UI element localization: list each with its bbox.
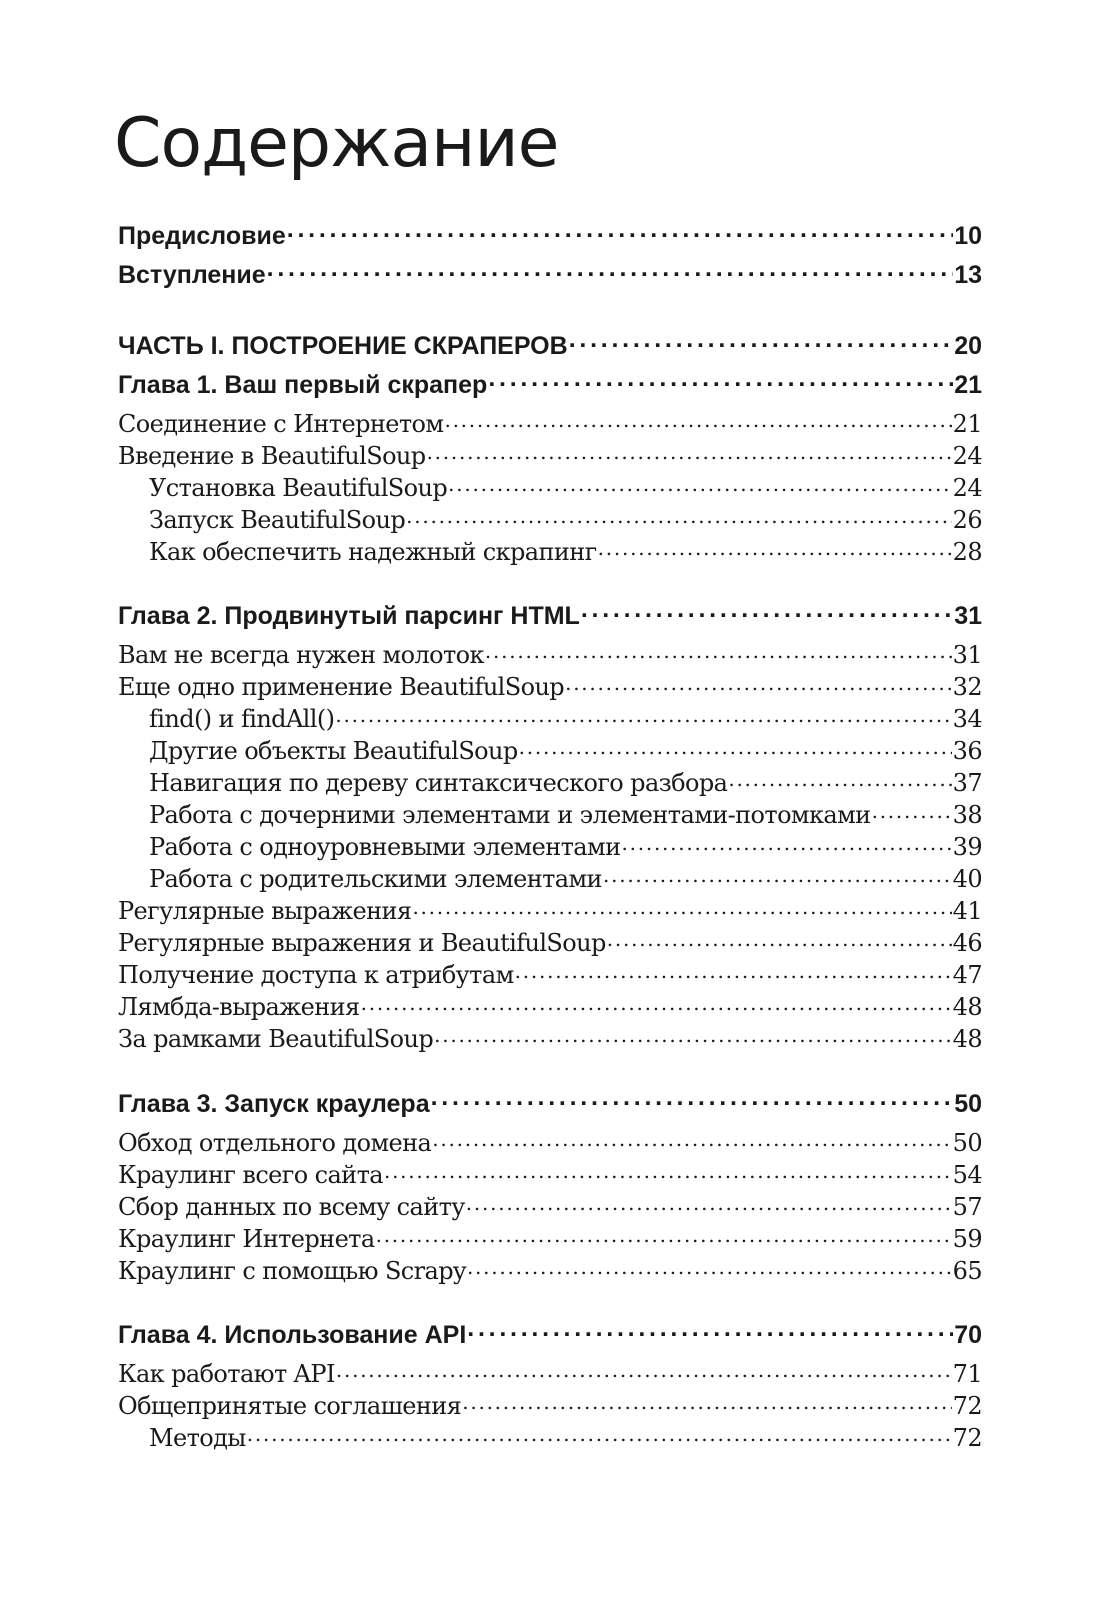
dot-leader xyxy=(515,959,952,983)
dot-leader xyxy=(488,368,953,393)
dot-leader xyxy=(565,671,952,695)
toc-entry-page: 24 xyxy=(952,474,982,502)
toc-entry-label: Краулинг Интернета xyxy=(118,1225,375,1253)
page-title: Содержание xyxy=(114,104,559,183)
dot-leader xyxy=(247,1422,952,1446)
toc-entry-label: Краулинг всего сайта xyxy=(118,1161,383,1189)
toc-entry-page: 50 xyxy=(952,1129,982,1157)
toc-entry-label: Обход отдельного домена xyxy=(118,1129,432,1157)
toc-entry-label: Работа с родительскими элементами xyxy=(149,865,602,893)
toc-entry-subsection xyxy=(118,831,982,861)
toc-entry-page: 65 xyxy=(952,1257,982,1285)
toc-entry-subsection xyxy=(118,799,982,829)
toc-entry-section xyxy=(118,671,982,701)
toc-entry-label: Получение доступа к атрибутам xyxy=(118,961,514,989)
toc-entry-label: Еще одно применение BeautifulSoup xyxy=(118,673,565,701)
toc-entry-label: Как обеспечить надежный скрапинг xyxy=(149,538,597,566)
toc-entry-subsection xyxy=(118,472,982,502)
toc-entry-page: 57 xyxy=(952,1193,982,1221)
toc-entry-page: 54 xyxy=(952,1161,982,1189)
dot-leader xyxy=(485,639,952,663)
dot-leader xyxy=(444,408,951,432)
toc-entry-page: 32 xyxy=(952,673,982,701)
toc-entry-section xyxy=(118,895,982,925)
toc-entry-page: 26 xyxy=(952,506,982,534)
toc-entry-section xyxy=(118,1255,982,1285)
toc-entry-page: 31 xyxy=(954,602,982,630)
dot-leader xyxy=(581,599,953,624)
toc-entry-section xyxy=(118,991,982,1021)
toc-entry-label: Общепринятые соглашения xyxy=(118,1392,462,1420)
dot-leader xyxy=(432,1127,951,1151)
toc-entry-label: Работа с дочерними элементами и элементами-потомками xyxy=(149,801,871,829)
toc-entry-section xyxy=(118,1390,982,1420)
toc-entry-section xyxy=(118,1358,982,1388)
dot-leader xyxy=(872,799,952,823)
dot-leader xyxy=(603,863,952,887)
toc-entry-section xyxy=(118,440,982,470)
toc-entry-subsection xyxy=(118,703,982,733)
toc-entry-label: Запуск BeautifulSoup xyxy=(149,506,406,534)
toc-entry-chapter-2 xyxy=(118,599,982,631)
toc-entry-label: Вступление xyxy=(118,261,266,289)
toc-entry-page: 59 xyxy=(952,1225,982,1253)
toc-entry-preface xyxy=(118,219,982,251)
toc-entry-page: 28 xyxy=(952,538,982,566)
toc-entry-section xyxy=(118,1159,982,1189)
dot-leader xyxy=(434,1023,952,1047)
toc-entry-page: 48 xyxy=(952,1025,982,1053)
toc-entry-chapter-4 xyxy=(118,1318,982,1350)
toc-entry-subsection xyxy=(118,767,982,797)
dot-leader xyxy=(728,767,951,791)
toc-entry-label: find() и findAll() xyxy=(149,705,335,733)
toc-entry-page: 70 xyxy=(954,1321,982,1349)
dot-leader xyxy=(384,1159,952,1183)
toc-entry-label: Глава 3. Запуск краулера xyxy=(118,1090,430,1118)
toc-entry-section xyxy=(118,1023,982,1053)
toc-entry-section xyxy=(118,408,982,438)
toc-entry-label: Вам не всегда нужен молоток xyxy=(118,641,484,669)
dot-leader xyxy=(431,1087,954,1112)
toc-entry-section xyxy=(118,1223,982,1253)
dot-leader xyxy=(267,258,954,283)
toc-entry-introduction xyxy=(118,258,982,290)
toc-entry-subsection xyxy=(118,504,982,534)
toc-entry-subsection xyxy=(118,735,982,765)
toc-entry-section xyxy=(118,959,982,989)
toc-entry-page: 13 xyxy=(954,261,982,289)
toc-entry-page: 21 xyxy=(954,371,982,399)
toc-entry-label: Глава 4. Использование API xyxy=(118,1321,467,1349)
toc-entry-section xyxy=(118,639,982,669)
toc-entry-section xyxy=(118,1191,982,1221)
toc-entry-part-1 xyxy=(118,329,982,361)
toc-entry-label: Методы xyxy=(149,1424,246,1452)
toc-entry-page: 24 xyxy=(952,442,982,470)
dot-leader xyxy=(287,219,953,244)
dot-leader xyxy=(607,927,952,951)
toc-entry-label: Лямбда-выражения xyxy=(118,993,360,1021)
dot-leader xyxy=(427,440,952,464)
toc-entry-label: Сбор данных по всему сайту xyxy=(118,1193,465,1221)
toc-entry-page: 48 xyxy=(952,993,982,1021)
toc-entry-label: Как работают API xyxy=(118,1360,335,1388)
toc-entry-subsection xyxy=(118,1422,982,1452)
toc-entry-label: Глава 1. Ваш первый скрапер xyxy=(118,371,488,399)
toc-entry-label: Введение в BeautifulSoup xyxy=(118,442,426,470)
toc-entry-page: 36 xyxy=(952,737,982,765)
dot-leader xyxy=(467,1318,953,1343)
toc-entry-label: Регулярные выражения и BeautifulSoup xyxy=(118,929,606,957)
toc-entry-page: 39 xyxy=(952,833,982,861)
toc-entry-label: Глава 2. Продвинутый парсинг HTML xyxy=(118,602,580,630)
toc-entry-page: 72 xyxy=(952,1392,982,1420)
toc-entry-page: 21 xyxy=(952,410,982,438)
toc-entry-label: Краулинг с помощью Scrapy xyxy=(118,1257,466,1285)
toc-entry-label: За рамками BeautifulSoup xyxy=(118,1025,434,1053)
dot-leader xyxy=(467,1255,952,1279)
dot-leader xyxy=(406,504,952,528)
dot-leader xyxy=(361,991,952,1015)
toc-entry-page: 34 xyxy=(952,705,982,733)
toc-entry-page: 31 xyxy=(952,641,982,669)
dot-leader xyxy=(621,831,951,855)
toc-entry-page: 38 xyxy=(952,801,982,829)
toc-entry-label: Соединение с Интернетом xyxy=(118,410,444,438)
dot-leader xyxy=(466,1191,952,1215)
toc-entry-label: ЧАСТЬ I. ПОСТРОЕНИЕ СКРАПЕРОВ xyxy=(118,332,568,360)
dot-leader xyxy=(335,703,951,727)
dot-leader xyxy=(376,1223,952,1247)
dot-leader xyxy=(598,536,952,560)
toc-entry-label: Другие объекты BeautifulSoup xyxy=(149,737,518,765)
toc-entry-label: Регулярные выражения xyxy=(118,897,412,925)
dot-leader xyxy=(519,735,952,759)
toc-entry-page: 72 xyxy=(952,1424,982,1452)
toc-entry-chapter-1 xyxy=(118,368,982,400)
dot-leader xyxy=(569,329,954,354)
toc-entry-section xyxy=(118,1127,982,1157)
toc-entry-label: Предисловие xyxy=(118,222,286,250)
dot-leader xyxy=(448,472,952,496)
toc-entry-page: 50 xyxy=(954,1090,982,1118)
toc-entry-page: 40 xyxy=(952,865,982,893)
toc-entry-page: 47 xyxy=(952,961,982,989)
toc-entry-page: 10 xyxy=(954,222,982,250)
toc-entry-label: Работа с одноуровневыми элементами xyxy=(149,833,621,861)
toc-entry-page: 37 xyxy=(952,769,982,797)
toc-entry-subsection xyxy=(118,863,982,893)
toc-entry-page: 20 xyxy=(954,332,982,360)
toc-entry-chapter-3 xyxy=(118,1087,982,1119)
dot-leader xyxy=(462,1390,951,1414)
toc-entry-label: Установка BeautifulSoup xyxy=(149,474,448,502)
toc-entry-label: Навигация по дереву синтаксического разбора xyxy=(149,769,728,797)
toc-entry-section xyxy=(118,927,982,957)
dot-leader xyxy=(412,895,951,919)
toc-entry-page: 41 xyxy=(952,897,982,925)
toc-entry-page: 71 xyxy=(952,1360,982,1388)
dot-leader xyxy=(336,1358,952,1382)
toc-entry-subsection xyxy=(118,536,982,566)
toc-entry-page: 46 xyxy=(952,929,982,957)
